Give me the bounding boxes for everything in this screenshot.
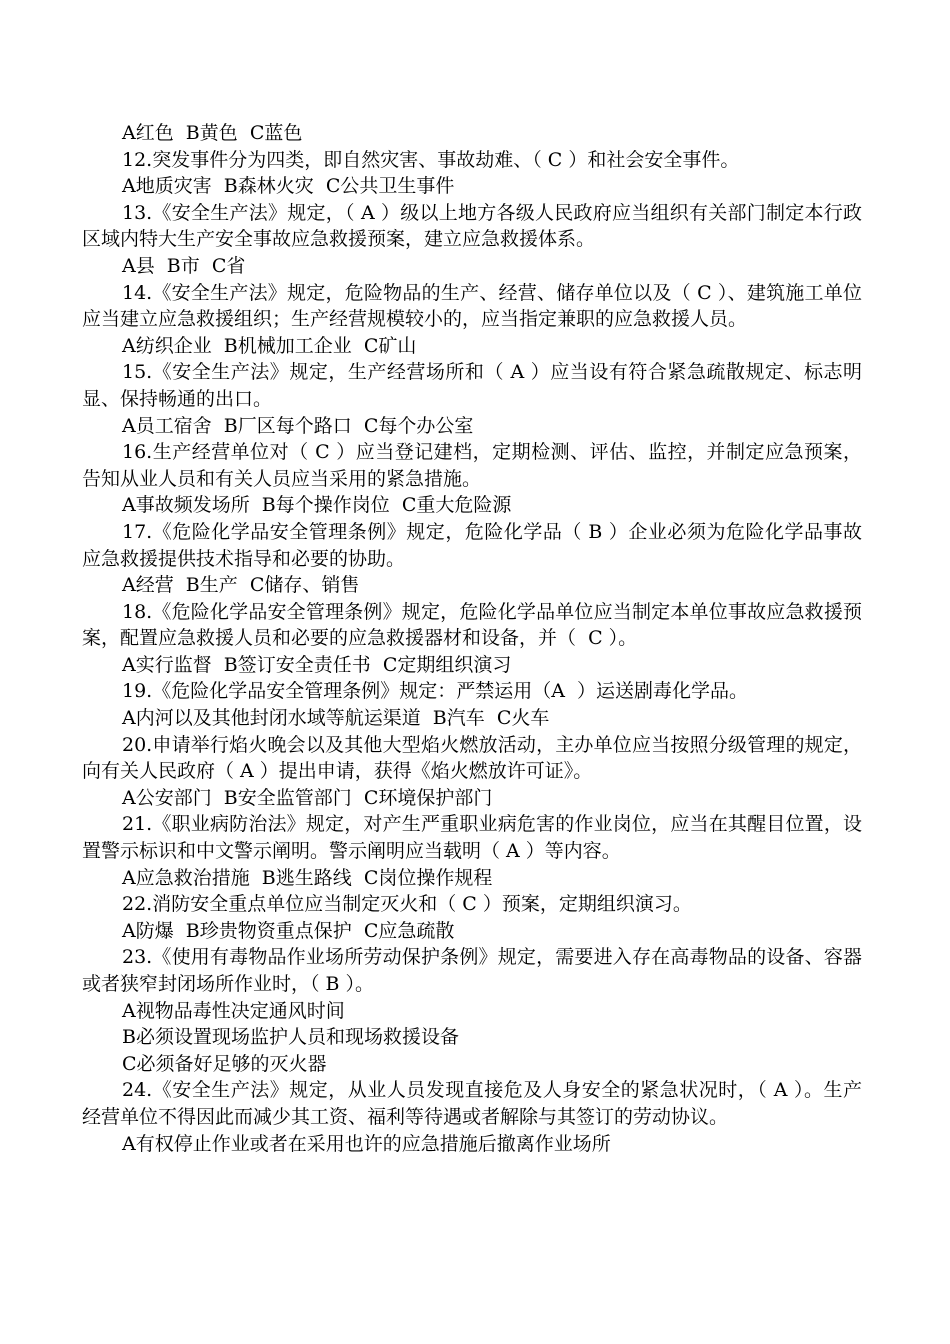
document-page bbox=[82, 120, 862, 1157]
question-17: 17.《危险化学品安全管理条例》规定，危险化学品（ B ）企业必须为危险化学品事故应急救援提供技术指导和必要的协助。 bbox=[82, 520, 862, 570]
question-24: 24.《安全生产法》规定，从业人员发现直接危及人身安全的紧急状况时，（ A ）。生产经营单位不得因此而减少其工资、福利等待遇或者解除与其签订的劳动协议。 bbox=[82, 1079, 862, 1128]
answer-option-a: A视物品毒性决定通风时间 bbox=[122, 999, 345, 1022]
answer-options: A公安部门 B安全监管部门 C环境保护部门 bbox=[122, 786, 493, 809]
answer-options: A红色 B黄色 C蓝色 bbox=[122, 122, 303, 144]
answer-options: A县 B市 C省 bbox=[122, 254, 246, 277]
answer-option-b: B必须设置现场监护人员和现场救援设备 bbox=[122, 1026, 459, 1049]
question-13: 13.《安全生产法》规定，（ A ）级以上地方各级人民政府应当组织有关部门制定本行政区域内特大生产安全事故应急救援预案，建立应急救援体系。 bbox=[82, 201, 862, 251]
answer-options: A地质灾害 B森林火灾 C公共卫生事件 bbox=[122, 175, 455, 198]
question-21: 21.《职业病防治法》规定，对产生严重职业病危害的作业岗位，应当在其醒目位置，设置警示标识和中文警示阐明。警示阐明应当载明（ A ）等内容。 bbox=[82, 813, 862, 863]
question-14: 14.《安全生产法》规定，危险物品的生产、经营、储存单位以及（ C ）、建筑施工单位应当建立应急救援组织；生产经营规模较小的，应当指定兼职的应急救援人员。 bbox=[82, 281, 862, 331]
answer-options: A员工宿舍 B厂区每个路口 C每个办公室 bbox=[122, 414, 474, 437]
answer-option-c: C必须备好足够的灭火器 bbox=[122, 1052, 327, 1075]
question-19: 19.《危险化学品安全管理条例》规定：严禁运用（A ）运送剧毒化学品。 bbox=[122, 680, 749, 703]
answer-options: A应急救治措施 B逃生路线 C岗位操作规程 bbox=[122, 866, 493, 889]
answer-options: A事故频发场所 B每个操作岗位 C重大危险源 bbox=[122, 494, 512, 517]
answer-options: A纺织企业 B机械加工企业 C矿山 bbox=[122, 334, 417, 357]
answer-options: A内河以及其他封闭水域等航运渠道 B汽车 C火车 bbox=[122, 707, 550, 730]
answer-option-a: A有权停止作业或者在采用也许的应急措施后撤离作业场所 bbox=[122, 1132, 611, 1155]
question-22: 22.消防安全重点单位应当制定灭火和（ C ）预案，定期组织演习。 bbox=[122, 893, 692, 916]
question-20: 20.申请举行焰火晚会以及其他大型焰火燃放活动，主办单位应当按照分级管理的规定，向有关人民政府（ A ）提出申请，获得《焰火燃放许可证》。 bbox=[82, 733, 862, 783]
question-12: 12.突发事件分为四类，即自然灾害、事故劫难、（ C ）和社会安全事件。 bbox=[122, 148, 740, 171]
question-15: 15.《安全生产法》规定，生产经营场所和（ A ）应当设有符合紧急疏散规定、标志明显、保持畅通的出口。 bbox=[82, 361, 862, 410]
answer-options: A防爆 B珍贵物资重点保护 C应急疏散 bbox=[122, 919, 455, 942]
question-16: 16.生产经营单位对（ C ）应当登记建档，定期检测、评估、监控，并制定应急预案，告知从业人员和有关人员应当采用的紧急措施。 bbox=[82, 441, 862, 490]
answer-options: A经营 B生产 C储存、销售 bbox=[122, 574, 360, 597]
question-23: 23.《使用有毒物品作业场所劳动保护条例》规定，需要进入存在高毒物品的设备、容器或者狭窄封闭场所作业时，（ B ）。 bbox=[82, 946, 862, 995]
answer-options: A实行监督 B签订安全责任书 C定期组织演习 bbox=[122, 653, 512, 676]
question-18: 18.《危险化学品安全管理条例》规定，危险化学品单位应当制定本单位事故应急救援预案，配置应急救援人员和必要的应急救援器材和设备，并（ C ）。 bbox=[82, 600, 862, 650]
